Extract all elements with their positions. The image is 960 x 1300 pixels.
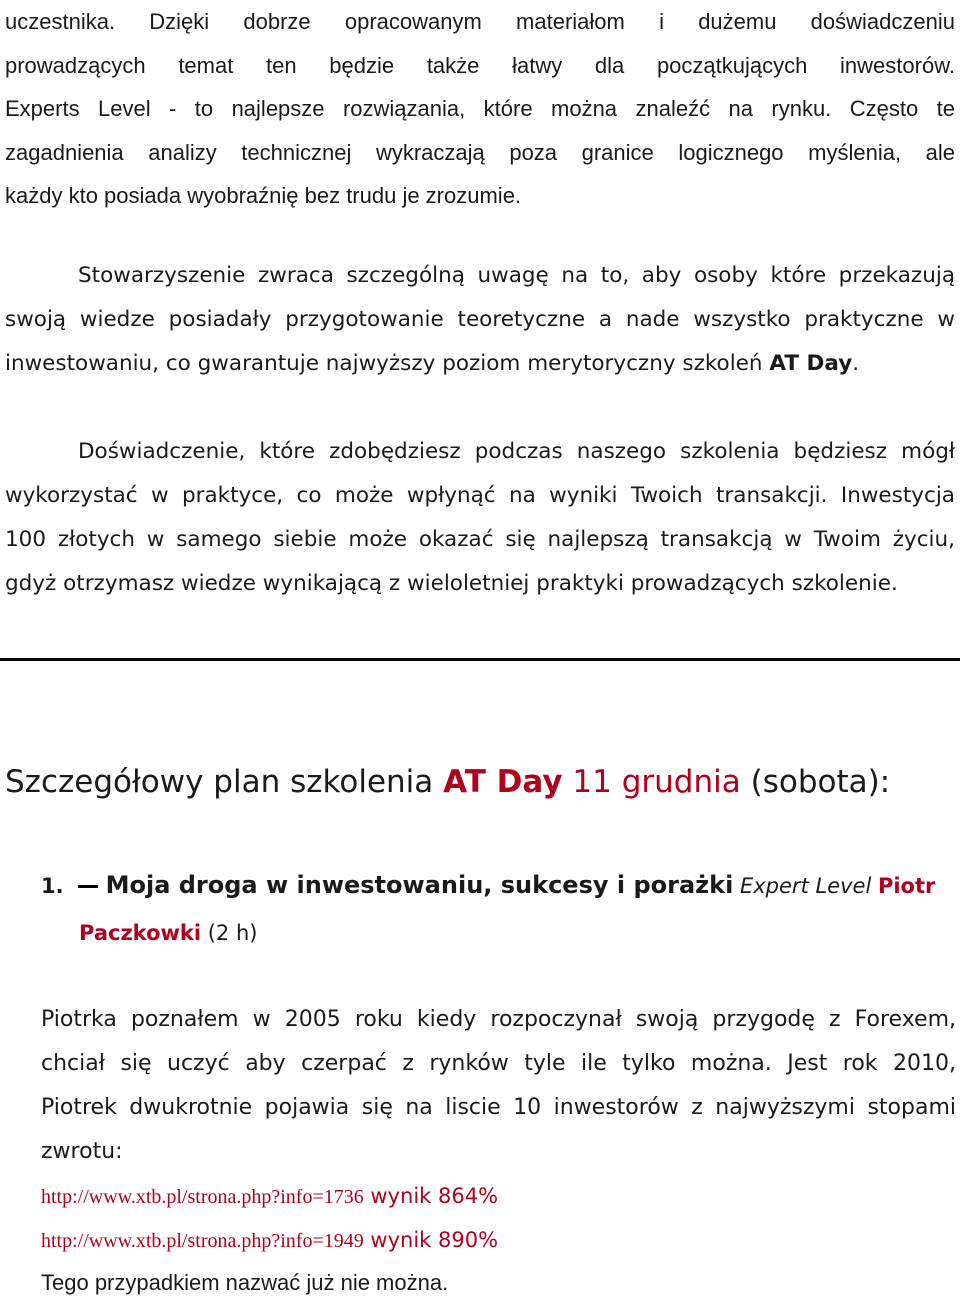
association-paragraph: [5, 254, 955, 386]
bio-line: Piotrka poznałem w 2005 roku kiedy rozpoczynał swoją przygodę z Forexem,: [41, 1007, 956, 1032]
item-duration: (2 h): [201, 921, 258, 945]
closing-line: Tego przypadkiem nazwać już nie można.: [41, 1270, 449, 1295]
result-value: wynik 890%: [363, 1228, 499, 1252]
bio-line: Piotrek dwukrotnie pojawia się na liscie 10 inwestorów z najwyższymi stopami: [41, 1095, 956, 1120]
experience-line: gdyż otrzymasz wiedze wynikającą z wieloletniej praktyki prowadzących szkolenie.: [5, 571, 898, 596]
heading-brand: AT Day: [443, 764, 563, 800]
dash-marker: [78, 885, 98, 888]
association-line: swoją wiedze posiadały przygotowanie teoretyczne a nade wszystko praktyczne w: [5, 307, 955, 332]
experience-line: wykorzystać w praktyce, co może wpłynąć na wyniki Twoich transakcji. Inwestycja: [5, 483, 955, 508]
experience-line: Doświadczenie, które zdobędziesz podczas naszego szkolenia będziesz mógł: [78, 439, 955, 464]
experience-line: 100 złotych w samego siebie może okazać się najlepszą transakcją w Twoim życiu,: [5, 527, 955, 552]
intro-line: Experts Level - to najlepsze rozwiązania, które można znaleźć na rynku. Często te: [5, 96, 955, 121]
intro-paragraph: [5, 0, 955, 218]
intro-line: prowadzących temat ten będzie także łatwy dla początkujących inwestorów.: [5, 52, 955, 78]
intro-line: zagadnienia analizy technicznej wykraczają poza granice logicznego myślenia, ale: [5, 139, 955, 165]
speaker-first-name: Piotr: [877, 874, 936, 898]
xtb-link[interactable]: http://www.xtb.pl/strona.php?info=1736: [41, 1186, 364, 1208]
experience-paragraph: [5, 430, 955, 606]
intro-line: każdy kto posiada wyobraźnię bez trudu je zrozumie.: [5, 183, 522, 208]
result-link-row: [41, 1225, 498, 1256]
intro-line: uczestnika. Dzięki dobrze opracowanym materiałom i dużemu doświadczeniu: [5, 9, 955, 34]
horizontal-divider: [0, 658, 960, 661]
association-line: inwestowaniu, co gwarantuje najwyższy poziom merytoryczny szkoleń AT Day.: [5, 351, 860, 376]
result-value: wynik 864%: [363, 1184, 499, 1208]
bio-line: zwrotu:: [41, 1139, 123, 1164]
bio-line: chciał się uczyć aby czerpać z rynków tyle ile tylko można. Jest rok 2010,: [41, 1051, 956, 1076]
item-title: Moja droga w inwestowaniu, sukcesy i porażki: [105, 871, 734, 899]
speaker-bio: [41, 998, 956, 1174]
item-number: 1.: [41, 874, 64, 898]
result-link-row: [41, 1181, 498, 1212]
xtb-link[interactable]: http://www.xtb.pl/strona.php?info=1949: [41, 1230, 364, 1252]
plan-heading: Szczegółowy plan szkolenia AT Day 11 grudnia (sobota):: [5, 764, 891, 800]
agenda-item-1: [41, 862, 956, 956]
item-level: Expert Level: [733, 874, 878, 898]
brand-at-day: AT Day: [769, 351, 853, 376]
association-line: Stowarzyszenie zwraca szczególną uwagę na to, aby osoby które przekazują: [78, 263, 955, 288]
speaker-last-name: Paczkowki: [79, 921, 202, 945]
heading-date: 11 grudnia: [562, 764, 741, 800]
